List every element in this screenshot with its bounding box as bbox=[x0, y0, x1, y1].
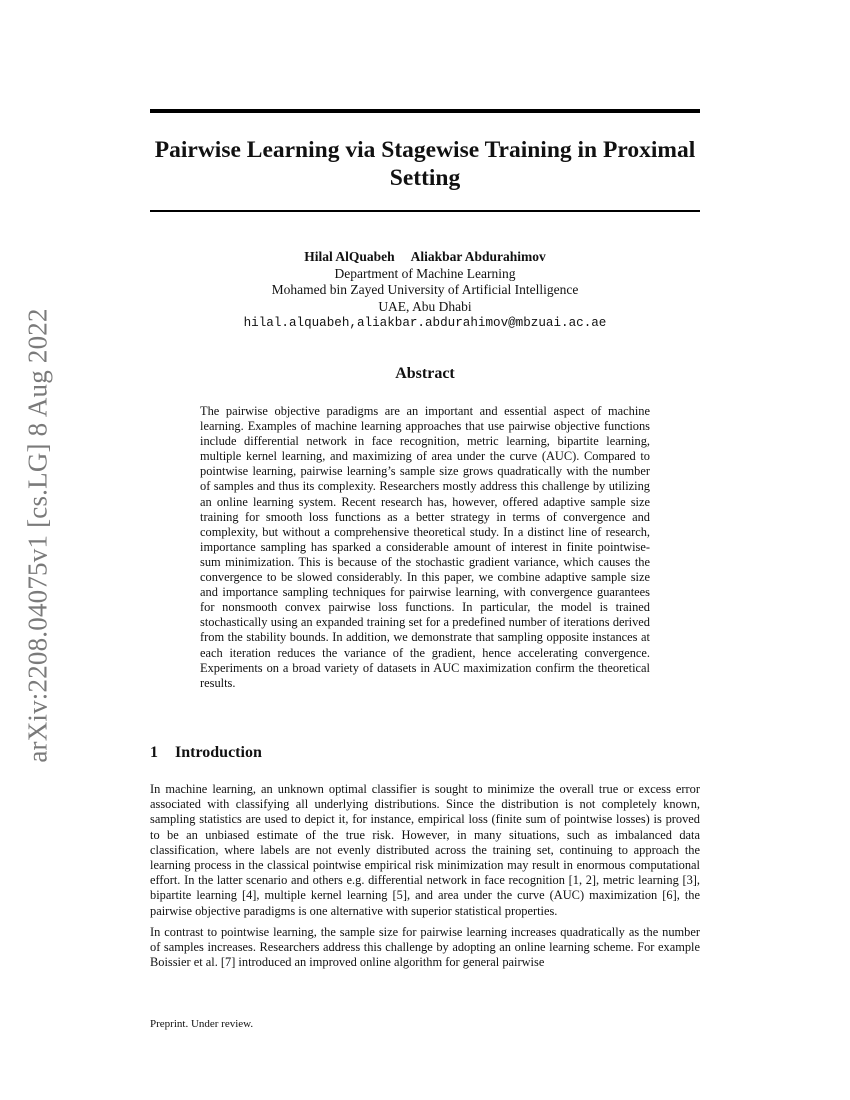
intro-paragraph-1: In machine learning, an unknown optimal classifier is sought to minimize the overall true or excess error associated with classifying all underlying distributions. Since the distribution is not completely known, sampling statistics are used to depict it, for instance, empirical loss (finite sum of pointwise losses) is proved to be an unbiased estimate of the true risk. However, in many situations, such as imbalanced data classification, where labels are not evenly distributed across the training set, continuing to approach the learning process in the classical pointwise empirical risk minimization may result in enormous computational effort. In the latter scenario and others e.g. differential network in face recognition [1, 2], metric learning [3], bipartite learning [4], multiple kernel learning [5], and area under the curve (AUC) maximization [6], the pairwise objective paradigms is one alternative with superior statistical properties. bbox=[150, 782, 700, 918]
author-department: Department of Machine Learning bbox=[334, 265, 516, 281]
arxiv-identifier: arXiv:2208.04075v1 [cs.LG] 8 Aug 2022 bbox=[22, 307, 53, 763]
author-university: Mohamed bin Zayed University of Artificial Intelligence bbox=[271, 282, 579, 297]
intro-heading bbox=[150, 744, 262, 762]
intro-paragraph-2: In contrast to pointwise learning, the sample size for pairwise learning increases quadratically as the number of samples increases. Researchers address this challenge by adopting an online learning scheme. For example Boissier et al. [7] introduced an improved online algorithm for general pairwise bbox=[150, 924, 700, 970]
author-block bbox=[150, 249, 700, 332]
section-title: Introduction bbox=[175, 744, 262, 761]
section-number: 1 bbox=[150, 744, 158, 761]
title-rule-bottom bbox=[150, 210, 700, 212]
author-email: hilal.alquabeh,aliakbar.abdurahimov@mbzuai.ac.ae bbox=[243, 316, 607, 330]
author-location: UAE, Abu Dhabi bbox=[378, 298, 472, 314]
paper-title bbox=[150, 136, 700, 192]
author-names bbox=[150, 249, 700, 266]
author-name-2: Aliakbar Abdurahimov bbox=[410, 249, 546, 264]
arxiv-sidebar bbox=[18, 295, 58, 775]
title-rule-top bbox=[150, 109, 700, 113]
title-line-1: Pairwise Learning via Stagewise Training in Proximal bbox=[154, 137, 696, 163]
title-line-2: Setting bbox=[389, 165, 461, 191]
abstract-text: The pairwise objective paradigms are an important and essential aspect of machine learning. Examples of machine learning approaches that use pairwise objective functions include differential network in face recognition, metric learning, bipartite learning, multiple kernel learning, and maximizing of area under the curve (AUC). Compared to pointwise learning, pairwise learning’s sample size grows quadratically with the number of samples and thus its complexity. Researchers mostly address this challenge by utilizing an online learning system. Recent research has, however, offered adaptive sample size training for smooth loss functions as a better strategy in terms of convergence and complexity, but without a comprehensive theoretical study. In a distinct line of research, importance sampling has sparked a considerable amount of interest in finite pointwise-sum minimization. This is because of the stochastic gradient variance, which causes the convergence to be slowed considerably. In this paper, we combine adaptive sample size and importance sampling techniques for pairwise learning, with convergence guarantees for nonsmooth convex pairwise loss functions. In particular, the model is trained stochastically using an expanded training set for a predefined number of iterations derived from the stability bounds. In addition, we demonstrate that sampling opposite instances at each iteration reduces the variance of the gradient, hence accelerating convergence. Experiments on a broad variety of datasets in AUC maximization confirm the theoretical results. bbox=[200, 404, 650, 690]
intro-body bbox=[150, 782, 700, 976]
author-name-1: Hilal AlQuabeh bbox=[304, 249, 395, 264]
abstract-heading: Abstract bbox=[395, 365, 455, 382]
footer-note: Preprint. Under review. bbox=[150, 1018, 254, 1030]
